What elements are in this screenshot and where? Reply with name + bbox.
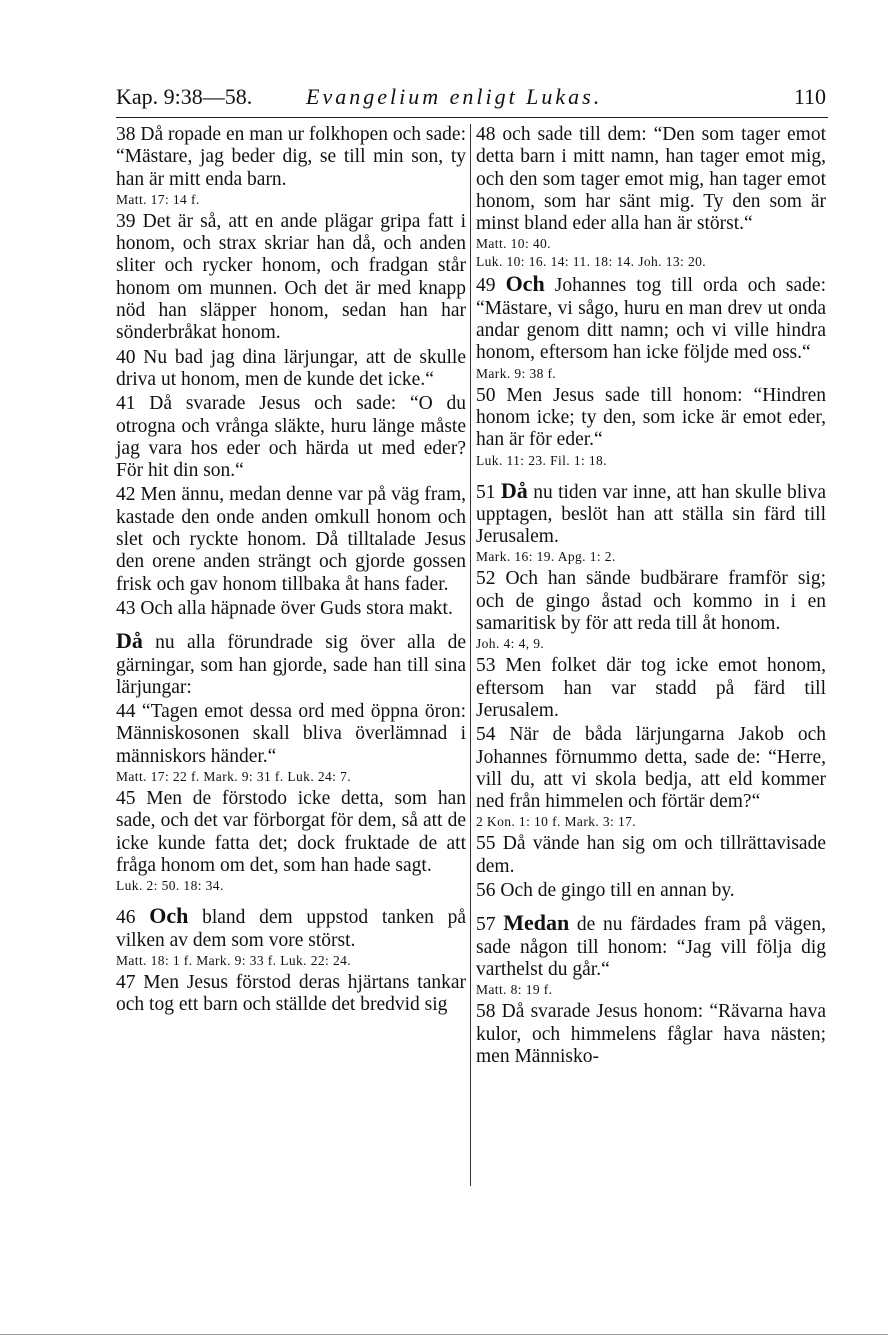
cross-reference: Matt. 17: 22 f. Mark. 9: 31 f. Luk. 24: 7. [116, 769, 352, 785]
verse-44: 44 “Tagen emot dessa ord med öppna öron: Människosonen skall bliva överlämnad i människors händer.“ Matt. 17: 22 f. Mark. 9: 31 f. Luk. 24: 7. [116, 701, 466, 785]
verse-39: 39 Det är så, att en ande plägar gripa fatt i honom, och strax skriar han då, och anden sliter och rycker honom, och fradgan står honom om munnen. Och det är med knapp nöd han släpper honom, sedan han har sönderbråkat honom. [116, 210, 466, 344]
cross-reference: Matt. 8: 19 f. [476, 982, 553, 998]
verse-53: 53 Men folket där tog icke emot honom, eftersom han var stadd på färd till Jerusalem. [476, 655, 826, 721]
column-divider [470, 124, 471, 1186]
section-lead: Då [500, 477, 528, 503]
verse-57: 57 Medan de nu färdades fram på vägen, sade någon till honom: “Jag vill följa dig varthelst du går.“ Matt. 8: 19 f. [476, 910, 826, 998]
verse-52: 52 Och han sände budbärare framför sig; och de gingo åstad och kommo in i en samaritisk by för att reda till åt honom. Joh. 4: 4, 9. [476, 568, 826, 652]
cross-reference: Matt. 17: 14 f. [116, 191, 200, 207]
verse-58: 58 Då svarade Jesus honom: “Rävarna hava kulor, och himmelens fåglar hava nästen; men Människo- [476, 1001, 826, 1067]
verse-40: 40 Nu bad jag dina lärjungar, att de skulle driva ut honom, men de kunde det icke.“ [116, 346, 466, 390]
cross-reference: Luk. 11: 23. Fil. 1: 18. [476, 452, 607, 468]
right-column [476, 124, 826, 1070]
verse-43b: Då nu alla förundrade sig över alla de gärningar, som han gjorde, sade han till sina lärjungar: [116, 628, 466, 698]
section-lead: Då [116, 628, 143, 654]
left-column [116, 124, 466, 1018]
cross-reference: Luk. 2: 50. 18: 34. [116, 878, 224, 894]
cross-reference: Mark. 16: 19. Apg. 1: 2. [476, 549, 616, 565]
header-rule [116, 117, 828, 118]
verse-43a: 43 Och alla häpnade över Guds stora makt. [116, 597, 453, 619]
verse-50: 50 Men Jesus sade till honom: “Hindren honom icke; ty den, som icke är emot eder, han är för eder.“ Luk. 11: 23. Fil. 1: 18. [476, 384, 826, 468]
verse-51: 51 Då nu tiden var inne, att han skulle bliva upptagen, beslöt han att ställa sin färd till Jerusalem. Mark. 16: 19. Apg. 1: 2. [476, 477, 827, 565]
book-title: Evangelium enligt Lukas. [306, 84, 603, 109]
page-number: 110 [793, 84, 826, 109]
verse-55: 55 Då vände han sig om och tillrättavisade dem. [476, 833, 826, 877]
cross-reference: 2 Kon. 1: 10 f. Mark. 3: 17. [476, 814, 637, 830]
cross-reference: Luk. 10: 16. 14: 11. 18: 14. Joh. 13: 20. [476, 254, 707, 270]
cross-reference: Matt. 10: 40. [476, 236, 551, 252]
verse-41: 41 Då svarade Jesus och sade: “O du otrogna och vrånga släkte, huru länge måste jag vara hos eder och härda ut med eder? För hit din son.“ [116, 393, 466, 482]
verse-38: 38 Då ropade en man ur folkhopen och sade: “Mästare, jag beder dig, se till min son, ty han är mitt enda barn. Matt. 17: 14 f. [116, 124, 466, 207]
section-lead: Och [149, 903, 189, 929]
verse-49: 49 Och Johannes tog till orda och sade: “Mästare, vi sågo, huru en man drev ut onda andar genom ditt namn; och vi ville hindra honom, eftersom han icke följde med oss.“ Mark. 9: 38 f. [476, 271, 826, 381]
page-edge-line [0, 1334, 888, 1335]
cross-reference: Joh. 4: 4, 9. [476, 636, 545, 652]
running-header [116, 84, 826, 116]
cross-reference: Matt. 18: 1 f. Mark. 9: 33 f. Luk. 22: 24. [116, 952, 352, 968]
verse-42: 42 Men ännu, medan denne var på väg fram, kastade den onde anden omkull honom och slet och ryckte honom. Då tilltalade Jesus den orene anden strängt och gjorde gossen frisk och gav honom tillbaka åt hans fader. [116, 484, 466, 595]
verse-54: 54 När de båda lärjungarna Jakob och Johannes förnummo detta, sade de: “Herre, vill du, att vi skola bedja, att eld kommer ned från himmelen och förtär dem?“ 2 Kon. 1: 10 f. Mark. 3: 17. [476, 724, 826, 830]
verse-46: 46 Och bland dem uppstod tanken på vilken av dem som vore störst. Matt. 18: 1 f. Mark. 9: 33 f. Luk. 22: 24. [116, 903, 467, 968]
cross-reference: Mark. 9: 38 f. [476, 365, 557, 381]
section-lead: Och [505, 271, 545, 297]
verse-47: 47 Men Jesus förstod deras hjärtans tankar och tog ett barn och ställde det bredvid sig [116, 971, 466, 1016]
chapter-reference: Kap. 9:38—58. [116, 84, 253, 109]
section-lead: Medan [503, 910, 570, 936]
verse-56: 56 Och de gingo till en annan by. [476, 880, 735, 902]
verse-48: 48 och sade till dem: “Den som tager emot detta barn i mitt namn, han tager emot mig, och den som tager emot mig, han tager emot honom, som har sänt mig. Ty den som är minst bland eder alla han är störst.“ Matt. 10: 40. Luk. 10: 16. 14: 11. 18: 14. Joh. 13: 20. [476, 124, 826, 270]
verse-45: 45 Men de förstodo icke detta, som han sade, och det var förborgat för dem, så att de icke kunde fatta det; dock fruktade de att fråga honom om det, som han hade sagt. Luk. 2: 50. 18: 34. [116, 788, 466, 894]
